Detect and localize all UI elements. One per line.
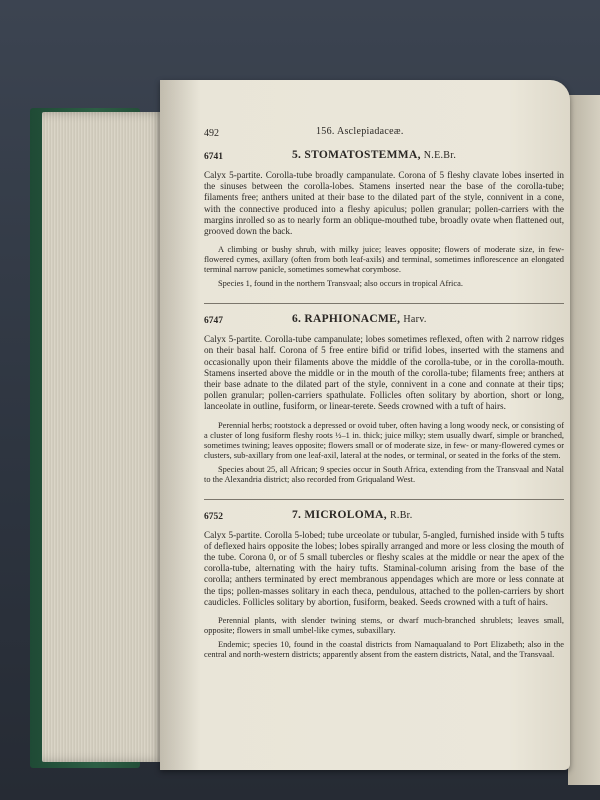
section-divider (204, 303, 564, 304)
genus-description: Calyx 5-partite. Corolla-tube broadly campanulate. Corona of 5 fleshy clavate lobes inserted in the sinuses between the corolla-lobes. Stamens inserted near the base of the corolla-tube; filaments free; anthers united at their base to the dilated part of the style, connivent in a cone, with the connective produced into a fleshy apiculus; pollen granular; pollen-carriers with the margins inrolled so as to nearly form an oblique-mouthed tube, broadly ovate when flattened out, grooved down the back. (204, 170, 564, 237)
genus-distribution: Species about 25, all African; 9 species occur in South Africa, extending from the Transvaal and Natal to the Alexandria district; also recorded from Griqualand West. (204, 464, 564, 484)
page-number: 492 (204, 128, 219, 139)
genus-heading (204, 314, 564, 331)
section-divider (204, 499, 564, 500)
genus-name (292, 150, 456, 161)
facing-page-edge (568, 95, 600, 785)
genus-distribution: Endemic; species 10, found in the coastal districts from Namaqualand to Port Elizabeth; also in the central and north-western districts; apparently absent from the eastern districts, Natal, and the Transvaal. (204, 640, 564, 660)
genus-name (292, 314, 427, 325)
genus-heading (204, 510, 564, 527)
genus-habit: Perennial herbs; rootstock a depressed or ovoid tuber, often having a long woody neck, or consisting of a cluster of long fusiform fleshy roots ½–1 in. thick; juice milky; stem usually dwarf, simple or branched, sometimes twining; leaves opposite; flowers small or of moderate size, in few- or many-flowered cymes or clusters, sub-axillary from one leaf-axil, lateral at the nodes, or terminal, or seated in the forks of the stem. (204, 420, 564, 460)
genus-name (292, 510, 413, 521)
page-edges (42, 112, 164, 762)
genus-name-text: 7. MICROLOMA, (292, 508, 387, 521)
genus-author: R.Br. (389, 509, 413, 521)
genus-heading (204, 150, 564, 167)
page-text (204, 128, 564, 660)
genus-number: 6752 (204, 511, 223, 522)
page-header (204, 128, 564, 142)
genus-description: Calyx 5-partite. Corolla 5-lobed; tube urceolate or tubular, 5-angled, furnished inside with 5 tufts of deflexed hairs opposite the lobes; lobes spirally arranged and more or less closing the mouth of the tube. Corona 0, or of 5 small tubercles or fleshy scales at the middle or near the apex of the corolla-tube, alternating with the hairy tufts. Staminal-column arising from the base of the corolla; anthers terminated by erect membranous appendages which are more or less connate at the tips; pollen-masses solitary in each theca, pendulous, attached to the pollen-carriers by short caudicles. Follicles solitary by abortion, fusiform, beaked. Seeds crowned with a tuft of hairs. (204, 529, 564, 607)
running-head: 156. Asclepiadaceæ. (316, 126, 404, 137)
genus-name-text: 6. RAPHIONACME, (292, 313, 401, 326)
gutter-shadow (160, 80, 200, 770)
book-page (160, 80, 570, 770)
genus-number: 6747 (204, 316, 223, 327)
genus-distribution: Species 1, found in the northern Transvaal; also occurs in tropical Africa. (218, 279, 463, 289)
genus-name-text: 5. STOMATOSTEMMA, (292, 149, 421, 161)
genus-author: Harv. (403, 314, 427, 326)
genus-habit: Perennial plants, with slender twining stems, or dwarf much-branched shrublets; leaves small, opposite; flowers in small umbel-like cymes, subaxillary. (204, 616, 564, 636)
genus-number: 6741 (204, 152, 223, 162)
genus-habit: A climbing or bushy shrub, with milky juice; leaves opposite; flowers of moderate size, in few-flowered cymes, axillary (often from both leaf-axils) and terminal, sometimes inflorescence an elongated terminal narrow panicle, sometimes somewhat corymbose. (204, 245, 564, 275)
genus-description: Calyx 5-partite. Corolla-tube campanulate; lobes sometimes reflexed, often with 2 narrow ridges on their basal half. Corona of 5 free entire bifid or trifid lobes, inserted with the stamens and occasionally upon their filaments above the middle of the corolla-tube, or in the corolla-mouth. Stamens inserted above the middle or in the mouth of the corolla-tube; filaments free; anthers at their base adnate to the dilated part of the style, connivent in a cone and connate at their tips; pollen granular; pollen-carriers spathulate. Follicles often solitary by abortion, short or long, lanceolate in outline, fusiform, or linear-terete. Seeds crowned with a tuft of hairs. (204, 334, 564, 412)
genus-author: N.E.Br. (423, 150, 457, 161)
